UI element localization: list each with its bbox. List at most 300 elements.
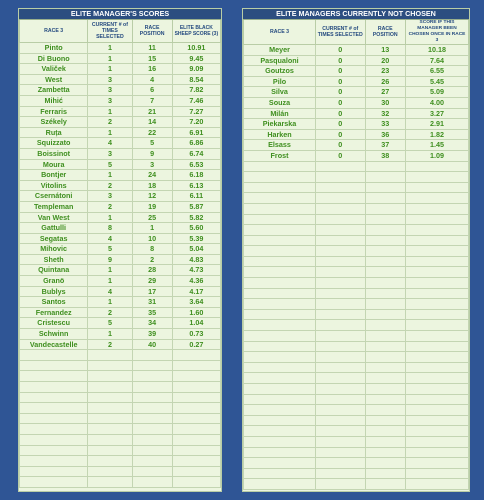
empty-row — [244, 436, 469, 447]
empty-row — [244, 214, 469, 225]
empty-row — [244, 182, 469, 193]
manager-name: Pasqualoni — [244, 55, 316, 66]
race-position: 15 — [132, 53, 172, 64]
empty-cell — [365, 320, 406, 331]
times-selected: 2 — [88, 180, 132, 191]
score: 4.00 — [406, 97, 469, 108]
empty-cell — [406, 193, 469, 204]
times-selected: 0 — [316, 119, 366, 130]
empty-cell — [316, 172, 366, 183]
table-row — [20, 339, 221, 350]
table-row — [20, 64, 221, 75]
not-chosen-table — [243, 20, 469, 490]
race-position: 12 — [132, 191, 172, 202]
manager-name: Ferraris — [20, 106, 88, 117]
score: 1.09 — [406, 150, 469, 161]
empty-cell — [172, 360, 220, 371]
table-row — [20, 170, 221, 181]
times-selected: 0 — [316, 55, 366, 66]
elite-scores-table — [19, 20, 221, 488]
empty-cell — [406, 479, 469, 490]
empty-cell — [406, 331, 469, 342]
empty-cell — [244, 373, 316, 384]
score: 5.39 — [172, 233, 220, 244]
empty-cell — [316, 214, 366, 225]
empty-cell — [365, 256, 406, 267]
times-selected: 4 — [88, 233, 132, 244]
empty-cell — [316, 256, 366, 267]
times-selected: 1 — [88, 43, 132, 54]
times-selected: 2 — [88, 201, 132, 212]
table-row — [20, 297, 221, 308]
empty-row — [244, 426, 469, 437]
empty-cell — [365, 373, 406, 384]
manager-name: Bublys — [20, 286, 88, 297]
empty-row — [244, 267, 469, 278]
empty-cell — [365, 193, 406, 204]
times-selected: 1 — [88, 127, 132, 138]
times-selected: 5 — [88, 244, 132, 255]
empty-cell — [172, 445, 220, 456]
not-chosen-panel — [242, 8, 470, 492]
empty-cell — [244, 415, 316, 426]
manager-name: Frost — [244, 150, 316, 161]
race-position: 4 — [132, 74, 172, 85]
table-row — [20, 307, 221, 318]
empty-cell — [316, 331, 366, 342]
manager-name: Sheth — [20, 254, 88, 265]
race-position: 16 — [132, 64, 172, 75]
score: 1.45 — [406, 140, 469, 151]
score: 5.60 — [172, 223, 220, 234]
empty-cell — [172, 456, 220, 467]
race-position: 6 — [132, 85, 172, 96]
times-selected: 0 — [316, 140, 366, 151]
empty-cell — [244, 267, 316, 278]
table-row — [20, 148, 221, 159]
table-row — [20, 244, 221, 255]
empty-cell — [406, 172, 469, 183]
empty-cell — [132, 360, 172, 371]
race-position: 5 — [132, 138, 172, 149]
table-row — [20, 106, 221, 117]
empty-row — [20, 434, 221, 445]
empty-cell — [316, 447, 366, 458]
empty-cell — [172, 371, 220, 382]
manager-name: Silva — [244, 87, 316, 98]
manager-name: Mihovic — [20, 244, 88, 255]
empty-cell — [365, 405, 406, 416]
header-row — [244, 20, 469, 45]
table-row — [20, 223, 221, 234]
empty-cell — [365, 267, 406, 278]
manager-name: Csernátoni — [20, 191, 88, 202]
empty-row — [20, 392, 221, 403]
race-position: 13 — [365, 45, 406, 56]
manager-name: Székely — [20, 117, 88, 128]
times-selected: 0 — [316, 108, 366, 119]
manager-name: Valiček — [20, 64, 88, 75]
empty-cell — [20, 456, 88, 467]
manager-name: Squizzato — [20, 138, 88, 149]
score: 6.13 — [172, 180, 220, 191]
empty-row — [244, 246, 469, 257]
table-row — [20, 180, 221, 191]
times-selected: 2 — [88, 117, 132, 128]
empty-cell — [406, 288, 469, 299]
empty-cell — [244, 341, 316, 352]
manager-name: West — [20, 74, 88, 85]
empty-cell — [406, 309, 469, 320]
manager-name: Schwinn — [20, 329, 88, 340]
empty-cell — [88, 413, 132, 424]
empty-cell — [244, 394, 316, 405]
empty-cell — [88, 360, 132, 371]
empty-cell — [316, 309, 366, 320]
empty-row — [244, 161, 469, 172]
empty-row — [20, 403, 221, 414]
race-position: 8 — [132, 244, 172, 255]
empty-cell — [88, 350, 132, 361]
score: 6.91 — [172, 127, 220, 138]
empty-cell — [365, 331, 406, 342]
empty-cell — [365, 394, 406, 405]
empty-cell — [406, 225, 469, 236]
empty-cell — [406, 352, 469, 363]
table-row — [20, 85, 221, 96]
score: 4.36 — [172, 276, 220, 287]
empty-cell — [20, 413, 88, 424]
manager-name: Vitolins — [20, 180, 88, 191]
race-position: 21 — [132, 106, 172, 117]
empty-row — [244, 309, 469, 320]
empty-cell — [172, 466, 220, 477]
manager-name: Granö — [20, 276, 88, 287]
table-row — [20, 53, 221, 64]
elite-scores-body — [20, 43, 221, 488]
empty-cell — [316, 225, 366, 236]
empty-cell — [132, 392, 172, 403]
empty-cell — [365, 426, 406, 437]
empty-cell — [132, 456, 172, 467]
table-row — [20, 127, 221, 138]
score: 4.17 — [172, 286, 220, 297]
manager-name: Meyer — [244, 45, 316, 56]
manager-name: Templeman — [20, 201, 88, 212]
empty-row — [244, 172, 469, 183]
table-row — [20, 201, 221, 212]
empty-cell — [406, 468, 469, 479]
table-row — [20, 95, 221, 106]
times-selected: 3 — [88, 74, 132, 85]
score: 7.20 — [172, 117, 220, 128]
empty-cell — [406, 394, 469, 405]
empty-row — [244, 288, 469, 299]
times-selected: 1 — [88, 276, 132, 287]
race-position: 34 — [132, 318, 172, 329]
empty-row — [20, 413, 221, 424]
empty-cell — [365, 225, 406, 236]
manager-name: Piekarska — [244, 119, 316, 130]
score: 0.73 — [172, 329, 220, 340]
empty-cell — [244, 352, 316, 363]
empty-row — [244, 278, 469, 289]
empty-row — [244, 447, 469, 458]
times-selected: 0 — [316, 129, 366, 140]
score: 6.55 — [406, 66, 469, 77]
empty-cell — [406, 203, 469, 214]
empty-cell — [244, 225, 316, 236]
empty-cell — [365, 468, 406, 479]
table-row — [20, 191, 221, 202]
table-row — [20, 233, 221, 244]
empty-row — [244, 394, 469, 405]
score: 6.53 — [172, 159, 220, 170]
score: 7.27 — [172, 106, 220, 117]
empty-cell — [244, 468, 316, 479]
empty-cell — [406, 320, 469, 331]
race-position: 36 — [365, 129, 406, 140]
empty-cell — [172, 413, 220, 424]
empty-cell — [244, 458, 316, 469]
times-selected: 3 — [88, 85, 132, 96]
empty-cell — [316, 278, 366, 289]
empty-cell — [406, 182, 469, 193]
manager-name: Goutzos — [244, 66, 316, 77]
times-selected: 1 — [88, 297, 132, 308]
empty-cell — [132, 382, 172, 393]
empty-row — [20, 424, 221, 435]
manager-name: Cristescu — [20, 318, 88, 329]
empty-cell — [20, 445, 88, 456]
empty-cell — [406, 373, 469, 384]
race-position: 17 — [132, 286, 172, 297]
empty-cell — [244, 193, 316, 204]
manager-name: Ruța — [20, 127, 88, 138]
empty-cell — [20, 360, 88, 371]
race-position: 9 — [132, 148, 172, 159]
times-selected: 1 — [88, 170, 132, 181]
column-header-race: RACE 3 — [20, 20, 88, 43]
empty-cell — [132, 350, 172, 361]
empty-cell — [365, 458, 406, 469]
empty-cell — [365, 172, 406, 183]
empty-row — [244, 235, 469, 246]
times-selected: 0 — [316, 45, 366, 56]
score: 7.82 — [172, 85, 220, 96]
empty-cell — [406, 362, 469, 373]
empty-row — [244, 415, 469, 426]
empty-cell — [365, 161, 406, 172]
empty-cell — [406, 447, 469, 458]
empty-cell — [365, 384, 406, 395]
column-header-times-selected: CURRENT # of TIMES SELECTED — [316, 20, 366, 45]
empty-cell — [365, 278, 406, 289]
table-row — [20, 254, 221, 265]
table-row — [244, 97, 469, 108]
manager-name: Mihić — [20, 95, 88, 106]
manager-name: Gattulli — [20, 223, 88, 234]
empty-cell — [132, 371, 172, 382]
race-position: 10 — [132, 233, 172, 244]
score: 6.11 — [172, 191, 220, 202]
empty-cell — [244, 436, 316, 447]
elite-scores-title: ELITE MANAGER'S SCORES — [19, 9, 221, 20]
empty-cell — [365, 203, 406, 214]
empty-cell — [88, 403, 132, 414]
manager-name: Zambetta — [20, 85, 88, 96]
times-selected: 8 — [88, 223, 132, 234]
empty-cell — [316, 235, 366, 246]
empty-row — [244, 405, 469, 416]
empty-cell — [316, 362, 366, 373]
empty-row — [244, 225, 469, 236]
times-selected: 5 — [88, 318, 132, 329]
manager-name: Vandecastelle — [20, 339, 88, 350]
empty-cell — [132, 434, 172, 445]
empty-cell — [316, 384, 366, 395]
manager-name: Moura — [20, 159, 88, 170]
empty-cell — [406, 426, 469, 437]
empty-cell — [316, 203, 366, 214]
empty-cell — [244, 161, 316, 172]
header-row — [20, 20, 221, 43]
empty-cell — [244, 447, 316, 458]
empty-cell — [244, 479, 316, 490]
empty-cell — [132, 445, 172, 456]
empty-cell — [316, 161, 366, 172]
table-row — [244, 87, 469, 98]
empty-cell — [244, 278, 316, 289]
empty-cell — [365, 362, 406, 373]
empty-cell — [244, 182, 316, 193]
empty-cell — [365, 214, 406, 225]
race-position: 26 — [365, 76, 406, 87]
column-header-score-if-chosen: SCORE IF THIS MANAGER BEEN CHOSEN ONCE IN RACE 3 — [406, 20, 469, 45]
empty-cell — [172, 392, 220, 403]
empty-cell — [172, 434, 220, 445]
race-position: 35 — [132, 307, 172, 318]
empty-cell — [316, 458, 366, 469]
column-header-race-position: RACE POSITION — [365, 20, 406, 45]
empty-cell — [406, 214, 469, 225]
empty-cell — [406, 415, 469, 426]
empty-cell — [244, 299, 316, 310]
empty-cell — [316, 352, 366, 363]
times-selected: 4 — [88, 286, 132, 297]
empty-row — [20, 350, 221, 361]
race-position: 1 — [132, 223, 172, 234]
elite-scores-panel — [18, 8, 222, 492]
times-selected: 0 — [316, 87, 366, 98]
race-position: 20 — [365, 55, 406, 66]
table-row — [244, 140, 469, 151]
times-selected: 0 — [316, 150, 366, 161]
empty-cell — [316, 405, 366, 416]
empty-cell — [20, 382, 88, 393]
score: 3.27 — [406, 108, 469, 119]
score: 5.45 — [406, 76, 469, 87]
empty-cell — [20, 392, 88, 403]
empty-cell — [406, 267, 469, 278]
table-row — [244, 150, 469, 161]
race-position: 18 — [132, 180, 172, 191]
empty-cell — [406, 278, 469, 289]
empty-row — [20, 360, 221, 371]
empty-cell — [244, 362, 316, 373]
empty-cell — [365, 246, 406, 257]
times-selected: 1 — [88, 265, 132, 276]
times-selected: 1 — [88, 53, 132, 64]
empty-cell — [365, 447, 406, 458]
empty-cell — [88, 456, 132, 467]
table-row — [20, 43, 221, 54]
column-header-race: RACE 3 — [244, 20, 316, 45]
manager-name: Boissinot — [20, 148, 88, 159]
empty-cell — [244, 214, 316, 225]
score: 6.18 — [172, 170, 220, 181]
score: 6.86 — [172, 138, 220, 149]
empty-cell — [20, 371, 88, 382]
race-position: 19 — [132, 201, 172, 212]
manager-name: Quintana — [20, 265, 88, 276]
times-selected: 1 — [88, 329, 132, 340]
times-selected: 2 — [88, 307, 132, 318]
empty-cell — [20, 403, 88, 414]
empty-cell — [406, 458, 469, 469]
table-row — [20, 329, 221, 340]
empty-cell — [88, 392, 132, 403]
race-position: 30 — [365, 97, 406, 108]
race-position: 27 — [365, 87, 406, 98]
score: 5.82 — [172, 212, 220, 223]
manager-name: Di Buono — [20, 53, 88, 64]
manager-name: Segatas — [20, 233, 88, 244]
race-position: 23 — [365, 66, 406, 77]
race-position: 39 — [132, 329, 172, 340]
empty-cell — [365, 288, 406, 299]
manager-name: Santos — [20, 297, 88, 308]
score: 9.09 — [172, 64, 220, 75]
score: 0.27 — [172, 339, 220, 350]
score: 10.91 — [172, 43, 220, 54]
empty-cell — [406, 436, 469, 447]
empty-cell — [406, 161, 469, 172]
manager-name: Fernandez — [20, 307, 88, 318]
empty-cell — [316, 426, 366, 437]
race-position: 31 — [132, 297, 172, 308]
column-header-race-position: RACE POSITION — [132, 20, 172, 43]
empty-row — [244, 299, 469, 310]
race-position: 22 — [132, 127, 172, 138]
empty-cell — [406, 384, 469, 395]
empty-cell — [20, 350, 88, 361]
empty-cell — [88, 424, 132, 435]
manager-name: Souza — [244, 97, 316, 108]
race-position: 40 — [132, 339, 172, 350]
empty-cell — [244, 246, 316, 257]
empty-row — [20, 466, 221, 477]
times-selected: 0 — [316, 76, 366, 87]
manager-name: Pinto — [20, 43, 88, 54]
score: 1.82 — [406, 129, 469, 140]
empty-cell — [20, 424, 88, 435]
empty-cell — [88, 466, 132, 477]
race-position: 32 — [365, 108, 406, 119]
empty-cell — [365, 299, 406, 310]
times-selected: 4 — [88, 138, 132, 149]
score: 5.09 — [406, 87, 469, 98]
